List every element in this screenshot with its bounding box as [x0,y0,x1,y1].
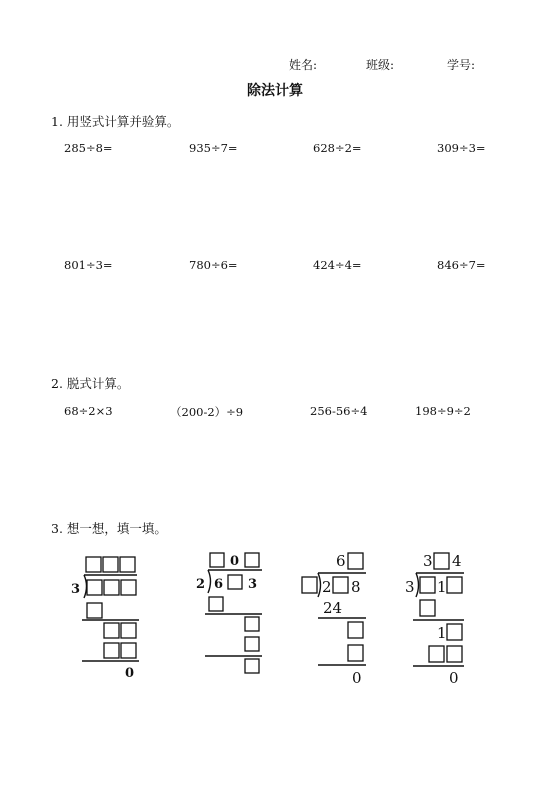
divisor-digit: 3 [71,582,81,597]
quotient-digit: 3 [423,552,433,570]
blank-box[interactable] [447,577,462,593]
blank-box[interactable] [87,580,102,595]
problem-1-4: 309÷3= [437,141,486,155]
blank-box[interactable] [447,646,462,662]
puzzle-2 [196,553,262,673]
product-digits: 24 [323,599,343,617]
blank-box[interactable] [245,637,259,651]
expression-2: （200-2）÷9 [170,405,244,419]
blank-box[interactable] [121,580,136,595]
blank-box[interactable] [245,617,259,631]
blank-box[interactable] [121,643,136,658]
name-label: 姓名: [289,58,318,72]
class-label: 班级: [366,58,395,72]
division-bracket [318,573,321,597]
remainder-digit: 0 [449,669,459,687]
dividend-digit: 3 [248,577,258,592]
problem-1-1: 285÷8= [64,141,113,155]
quotient-digit: 0 [230,554,240,569]
blank-box[interactable] [87,603,102,618]
expression-4: 198÷9÷2 [415,404,471,418]
blank-box[interactable] [209,597,223,611]
blank-box[interactable] [245,553,259,567]
blank-box[interactable] [434,553,449,569]
student-id-label: 学号: [447,58,476,72]
problem-1-8: 846÷7= [437,258,486,272]
division-bracket [84,575,87,598]
expression-1: 68÷2×3 [64,404,113,418]
division-bracket [208,570,211,593]
dividend-digit: 8 [351,578,361,596]
problem-1-6: 780÷6= [189,258,238,272]
blank-box[interactable] [210,553,224,567]
blank-box[interactable] [333,577,348,593]
blank-box[interactable] [104,623,119,638]
division-bracket [416,573,419,597]
blank-box[interactable] [121,623,136,638]
problem-1-2: 935÷7= [189,141,238,155]
dividend-digit: 1 [437,578,447,596]
blank-box[interactable] [104,643,119,658]
difference-digit: 1 [437,624,447,642]
quotient-digit: 6 [336,552,346,570]
remainder-digit: 0 [352,669,362,687]
puzzle-1 [71,557,139,681]
blank-box[interactable] [447,624,462,640]
expression-3: 256-56÷4 [310,404,368,418]
blank-box[interactable] [348,645,363,661]
blank-box[interactable] [348,553,363,569]
blank-box[interactable] [245,659,259,673]
section1-heading: 1. 用竖式计算并验算。 [51,114,180,129]
remainder-digit: 0 [125,666,135,681]
blank-box[interactable] [429,646,444,662]
blank-box[interactable] [120,557,135,572]
blank-box[interactable] [228,575,242,589]
puzzle-3 [302,552,366,687]
blank-box[interactable] [103,557,118,572]
quotient-digit: 4 [452,552,462,570]
problem-1-5: 801÷3= [64,258,113,272]
blank-box[interactable] [86,557,101,572]
section2-heading: 2. 脱式计算。 [51,376,130,391]
dividend-digit: 2 [322,578,332,596]
problem-1-3: 628÷2= [313,141,362,155]
blank-box[interactable] [302,577,317,593]
blank-box[interactable] [348,622,363,638]
problem-1-7: 424÷4= [313,258,362,272]
blank-box[interactable] [420,600,435,616]
divisor-digit: 3 [405,578,415,596]
section3-heading: 3. 想一想，填一填。 [51,521,167,536]
dividend-digit: 6 [214,577,224,592]
blank-box[interactable] [104,580,119,595]
page-title: 除法计算 [247,83,303,99]
puzzle-4 [405,552,464,687]
blank-box[interactable] [420,577,435,593]
divisor-digit: 2 [196,577,206,592]
